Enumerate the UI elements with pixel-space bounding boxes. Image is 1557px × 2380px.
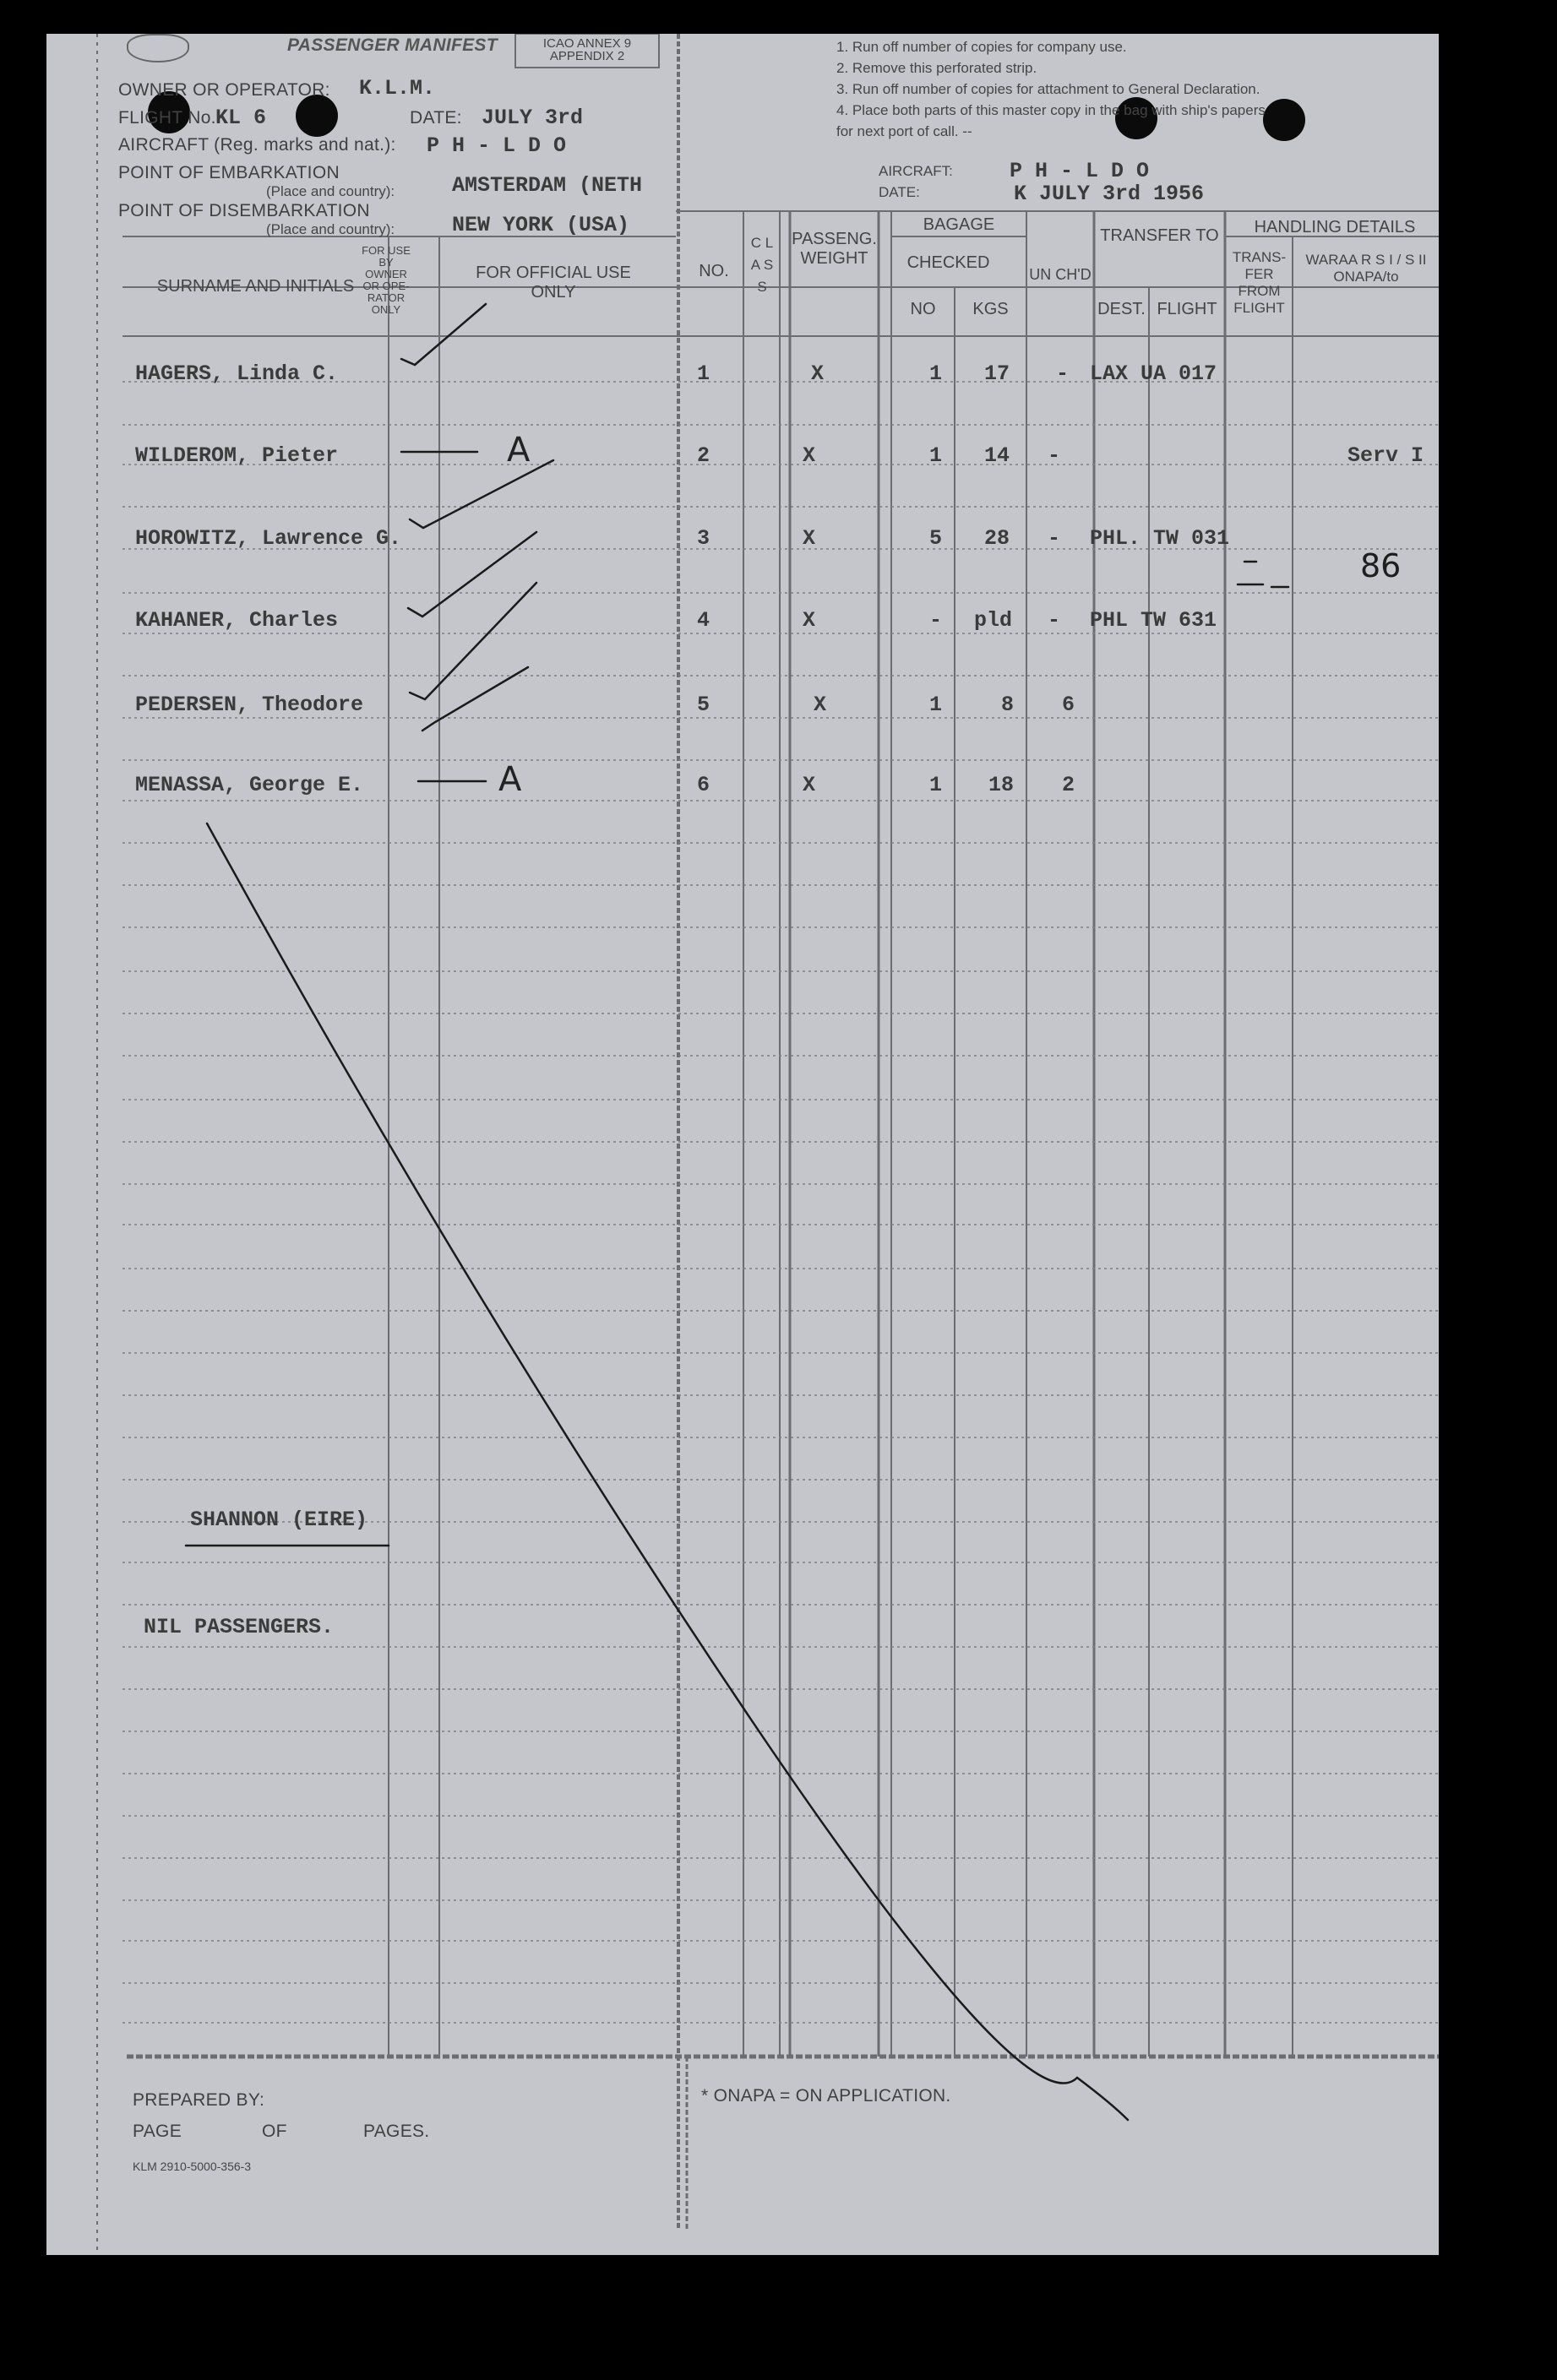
col-weight: PASSENG. WEIGHT	[792, 230, 877, 268]
shannon-heading: SHANNON (EIRE)	[190, 1508, 368, 1532]
col-official: FOR OFFICIAL USE ONLY	[476, 264, 631, 302]
bag-kgs: 17	[984, 361, 1010, 386]
bag-kgs: pld	[974, 608, 1013, 633]
prepared-by: PREPARED BY:	[133, 2090, 265, 2110]
col-class: C L A S S	[750, 235, 774, 295]
bag-kgs: 8	[1001, 693, 1015, 717]
instruction-5: for next port of call. --	[836, 123, 972, 139]
passenger-name: MENASSA, George E.	[135, 773, 364, 797]
transfer-dest: PHL TW 631	[1090, 608, 1217, 633]
date-label: DATE:	[410, 108, 462, 128]
right-date-label: DATE:	[879, 184, 920, 200]
col-waraa: WARAA R S I / S II ONAPA/to	[1305, 252, 1427, 285]
passenger-name: PEDERSEN, Theodore	[135, 693, 364, 717]
passenger-no: 3	[697, 526, 710, 551]
instruction-4: 4. Place both parts of this master copy in the bag with ship's papers	[836, 102, 1266, 118]
transfer-dest: PHL. TW 031	[1090, 526, 1230, 551]
annex-label: ICAO ANNEX 9 APPENDIX 2	[542, 36, 632, 63]
bag-no: 5	[929, 526, 943, 551]
bag-no: 1	[929, 693, 943, 717]
bag-unchd: 6	[1062, 693, 1075, 717]
col-dest: DEST.	[1097, 300, 1146, 318]
pages-label: PAGES.	[363, 2122, 430, 2141]
passenger-class: X	[803, 773, 816, 797]
flight-label: FLIGHT No.	[118, 108, 216, 128]
passenger-class: X	[811, 361, 825, 386]
page-label: PAGE	[133, 2122, 182, 2141]
embark-label: POINT OF EMBARKATION	[118, 163, 340, 182]
passenger-class: X	[814, 693, 827, 717]
owner-value: K.L.M.	[359, 76, 436, 101]
owner-label: OWNER OR OPERATOR:	[118, 80, 330, 100]
disembark-sub: (Place and country):	[266, 221, 395, 237]
bag-no: -	[929, 608, 943, 633]
handling-extra: 86	[1360, 547, 1402, 584]
handwritten-mark: A	[507, 431, 531, 470]
col-for-use: FOR USE BY OWNER OR OPE- RATOR ONLY	[362, 244, 411, 316]
transfer-dest: LAX UA 017	[1090, 361, 1217, 386]
bag-kgs: 14	[984, 443, 1010, 468]
aircraft-label: AIRCRAFT (Reg. marks and nat.):	[118, 135, 396, 155]
col-bag-no: NO	[910, 300, 936, 318]
onapa-note: * ONAPA = ON APPLICATION.	[701, 2086, 951, 2106]
passenger-no: 4	[697, 608, 710, 633]
bag-unchd: 2	[1062, 773, 1075, 797]
form-number: KLM 2910-5000-356-3	[133, 2160, 252, 2173]
handling-extra: Serv I	[1347, 443, 1424, 468]
right-aircraft-label: AIRCRAFT:	[879, 163, 953, 179]
nil-passengers: NIL PASSENGERS.	[144, 1615, 335, 1639]
bag-unchd: -	[1048, 526, 1061, 551]
passenger-class: X	[803, 608, 816, 633]
bag-unchd: -	[1048, 443, 1061, 468]
disembark-value: NEW YORK (USA)	[452, 213, 630, 237]
instruction-3: 3. Run off number of copies for attachment to General Declaration.	[836, 81, 1260, 97]
col-flight: FLIGHT	[1157, 300, 1217, 318]
instruction-2: 2. Remove this perforated strip.	[836, 60, 1037, 76]
passenger-class: X	[803, 443, 816, 468]
col-baggage: BAGAGE	[923, 215, 995, 234]
flight-value: KL 6	[215, 106, 267, 130]
col-checked: CHECKED	[906, 253, 990, 272]
embark-sub: (Place and country):	[266, 183, 395, 199]
passenger-class: X	[803, 526, 816, 551]
bag-no: 1	[929, 443, 943, 468]
passenger-no: 5	[697, 693, 710, 717]
passenger-name: WILDEROM, Pieter	[135, 443, 339, 468]
bag-no: 1	[929, 361, 943, 386]
col-surname: SURNAME AND INITIALS	[156, 277, 355, 296]
passenger-no: 1	[697, 361, 710, 386]
passenger-no: 6	[697, 773, 710, 797]
klm-logo	[127, 34, 189, 62]
right-date-value: K JULY 3rd 1956	[1014, 182, 1205, 206]
instruction-1: 1. Run off number of copies for company use.	[836, 39, 1127, 55]
embark-value: AMSTERDAM (NETH	[452, 173, 643, 198]
col-bag-kgs: KGS	[972, 300, 1009, 318]
bag-kgs: 18	[988, 773, 1015, 797]
disembark-label: POINT OF DISEMBARKATION	[118, 201, 370, 220]
col-no: NO.	[699, 262, 729, 280]
passenger-name: HOROWITZ, Lawrence G.	[135, 526, 402, 551]
bag-kgs: 28	[984, 526, 1010, 551]
col-handling: HANDLING DETAILS	[1254, 218, 1416, 236]
col-transfer-from: TRANS- FER FROM FLIGHT	[1232, 249, 1287, 316]
aircraft-value: P H - L D O	[427, 133, 567, 158]
date-value: JULY 3rd	[482, 106, 584, 130]
right-aircraft-value: P H - L D O	[1010, 159, 1150, 183]
passenger-name: KAHANER, Charles	[135, 608, 339, 633]
col-transfer: TRANSFER TO	[1100, 226, 1219, 245]
passenger-name: HAGERS, Linda C.	[135, 361, 339, 386]
of-label: OF	[262, 2122, 287, 2141]
bag-unchd: -	[1056, 361, 1070, 386]
bag-unchd: -	[1048, 608, 1061, 633]
handwritten-mark: A	[498, 760, 522, 799]
manifest-title: PASSENGER MANIFEST	[287, 35, 498, 55]
manifest-page	[46, 34, 1439, 2255]
bag-no: 1	[929, 773, 943, 797]
passenger-no: 2	[697, 443, 710, 468]
col-unchd: UN CH'D	[1029, 266, 1092, 283]
